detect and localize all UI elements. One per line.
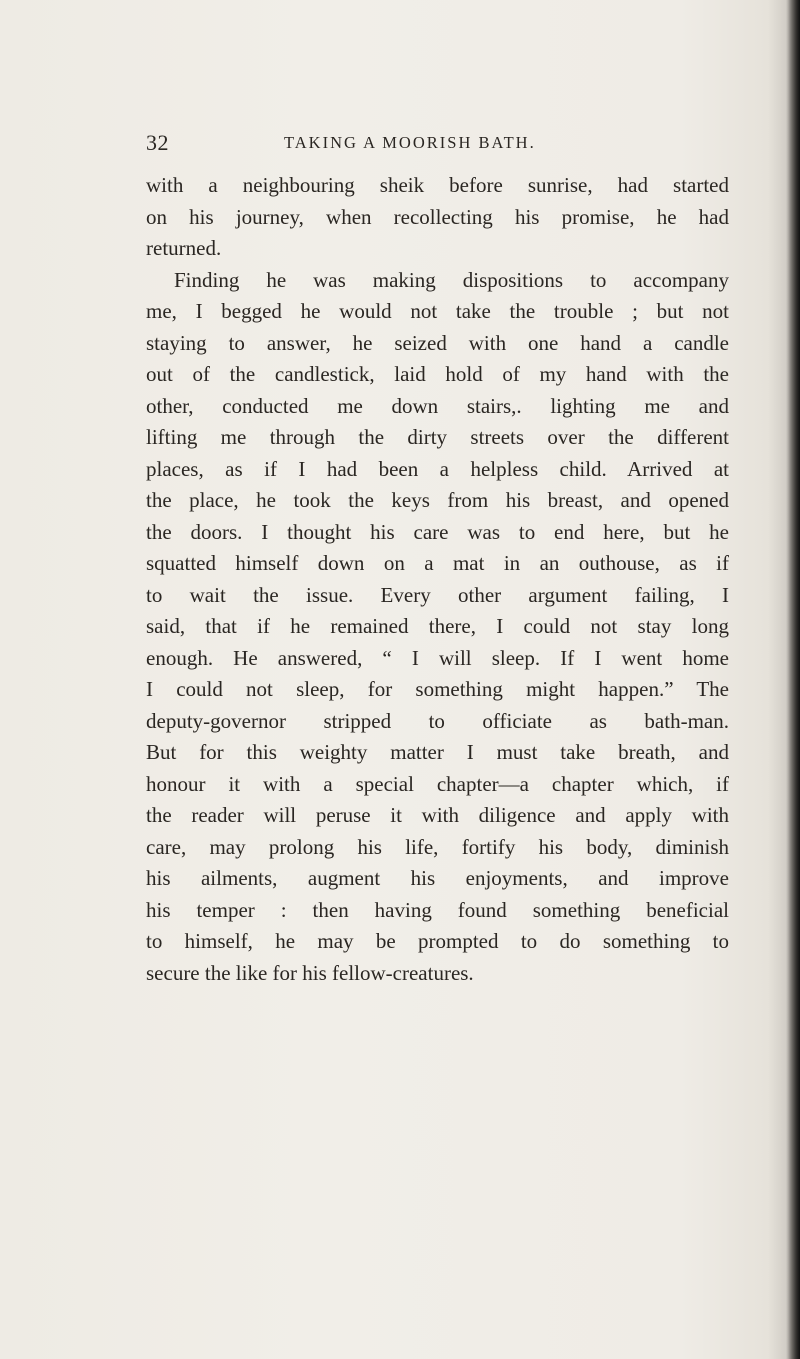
text-line: care, may prolong his life, fortify his body, diminish [146, 834, 729, 859]
text-line: the doors. I thought his care was to end here, but he [146, 519, 729, 544]
text-line: his ailments, augment his enjoyments, and improve [146, 866, 729, 890]
text-line: the reader will peruse it with diligence and apply with [146, 803, 729, 827]
text-line: secure the like for his fellow-creatures. [146, 960, 474, 985]
page-number: 32 [146, 130, 169, 155]
body-text [146, 170, 729, 989]
text-line: places, as if I had been a helpless child. Arrived at [146, 456, 729, 481]
text-line: staying to answer, he seized with one hand a candle [146, 330, 729, 355]
text-line: to himself, he may be prompted to do something to [146, 929, 729, 953]
text-line: with a neighbouring sheik before sunrise, had started [146, 173, 729, 197]
text-line: deputy-governor stripped to officiate as bath-man. [146, 708, 729, 733]
page-edge-shadow [786, 0, 800, 1359]
text-line: other, conducted me down stairs,. lighting me and [146, 393, 729, 418]
text-line: the place, he took the keys from his breast, and opened [146, 488, 729, 512]
text-line: returned. [146, 236, 222, 260]
text-line: But for this weighty matter I must take breath, and [146, 740, 729, 764]
text-line: squatted himself down on a mat in an outhouse, as if [146, 551, 729, 575]
running-title: TAKING A MOORISH BATH. [284, 133, 536, 152]
text-line: to wait the issue. Every other argument failing, I [146, 582, 729, 607]
text-line: me, I begged he would not take the trouble ; but not [146, 299, 729, 323]
text-line: I could not sleep, for something might happen.” The [146, 677, 729, 701]
page-header [146, 130, 731, 160]
text-line: out of the candlestick, laid hold of my hand with the [146, 362, 729, 386]
text-line: enough. He answered, “ I will sleep. If I went home [146, 645, 729, 670]
text-line: on his journey, when recollecting his promise, he had [146, 204, 729, 229]
text-line: honour it with a special chapter—a chapter which, if [146, 771, 729, 796]
text-line: his temper : then having found something beneficial [146, 897, 729, 922]
text-line: lifting me through the dirty streets over the different [146, 425, 729, 449]
paragraph-start-line: Finding he was making dispositions to accompany [174, 267, 729, 292]
text-line: said, that if he remained there, I could not stay long [146, 614, 729, 638]
